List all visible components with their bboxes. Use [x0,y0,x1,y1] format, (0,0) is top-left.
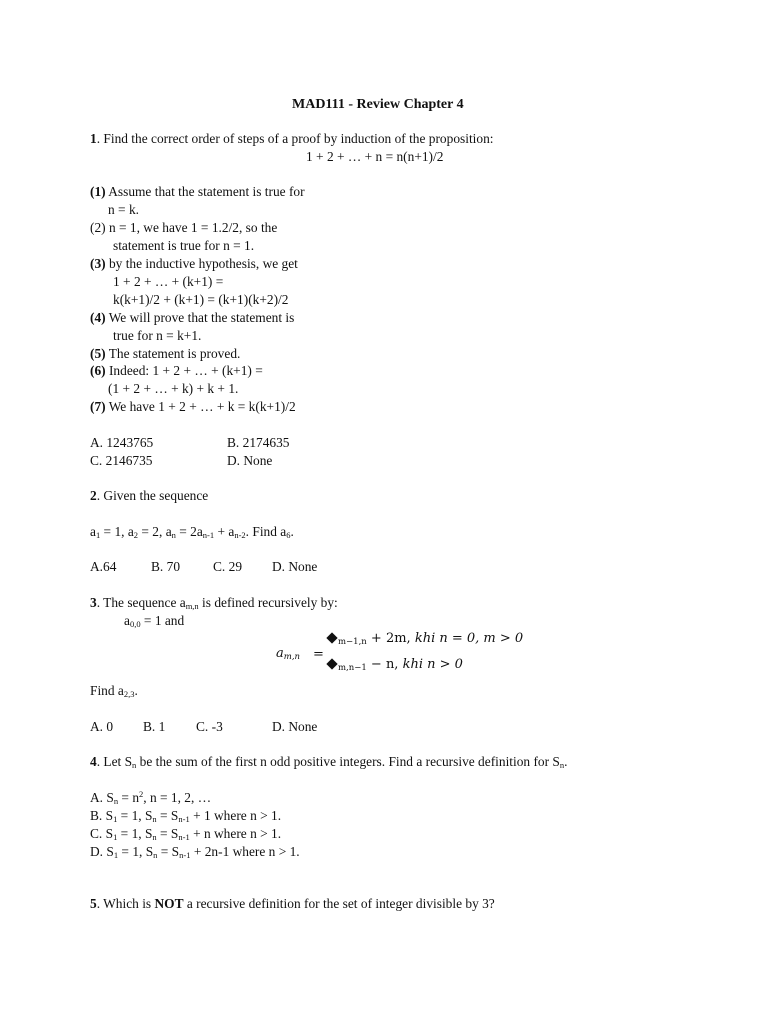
option-c[interactable]: C. 29 [213,559,243,574]
step-3-cont-1: 1 + 2 + … + (k+1) = [113,274,224,289]
step-1: (1) Assume that the statement is true for [90,184,305,199]
question-3-find: Find $a_{2,3}$. [90,683,138,699]
question-1-number: 1 [90,131,97,146]
recursive-formula [276,630,524,680]
formula-lhs: $a_{m,n}$ [276,646,301,662]
option-b[interactable]: B. 1 [143,719,166,734]
brace-glyph-icon [326,632,337,643]
formula-equals: = [313,647,324,662]
option-c[interactable]: C. -3 [196,719,223,734]
option-b[interactable]: B. 2174635 [227,435,290,450]
option-b[interactable]: B. 70 [151,559,181,574]
question-1-prompt [90,130,494,148]
option-a[interactable]: A. 0 [90,719,114,734]
step-1-cont: n = k. [108,202,139,217]
option-d[interactable]: D. $S_1 = 1$, $S_n = S_{n-1} + 2n-1$ where n > 1. [90,844,300,860]
option-a[interactable]: A.64 [90,559,117,574]
option-d[interactable]: D. None [272,559,318,574]
question-1-formula: 1 + 2 + … + n = n(n+1)/2 [306,149,444,164]
step-7: (7) We have 1 + 2 + … + k = k(k+1)/2 [90,399,296,414]
step-6: (6) Indeed: 1 + 2 + … + (k+1) = [90,363,263,378]
step-2-cont: statement is true for n = 1. [113,238,255,253]
option-a[interactable]: A. $S_n = n^2$, n = 1, 2, … [90,789,212,806]
step-6-cont: (1 + 2 + … + k) + k + 1. [108,381,239,396]
option-c[interactable]: C. $S_1 = 1$, $S_n = S_{n-1} + n$ where n > 1. [90,826,282,842]
step-4: (4) We will prove that the statement is [90,310,295,325]
step-3: (3) by the inductive hypothesis, we get [90,256,298,271]
question-1-text: . Find the correct order of steps of a proof by induction of the proposition: [96,131,494,146]
step-4-cont: true for n = k+1. [113,328,202,343]
question-3-initial: $a_{0,0} = 1$ and [124,613,185,629]
option-a[interactable]: A. 1243765 [90,435,154,450]
brace-glyph-icon [326,658,337,669]
question-2-sequence: $a_1 = 1$, $a_2 = 2$, $a_n = 2a_{n-1} + a_{n-2}$. Find $a_6$. [90,524,294,540]
question-2-prompt: 2. Given the sequence [90,488,209,503]
formula-case-2: $_{m,n-1}$ − n, khi n > 0 [328,656,463,674]
step-3-cont-2: k(k+1)/2 + (k+1) = (k+1)(k+2)/2 [113,292,289,307]
question-5-prompt: 5. Which is NOT a recursive definition for the set of integer divisible by 3? [90,896,495,911]
step-2: (2) n = 1, we have 1 = 1.2/2, so the [90,220,278,235]
option-c[interactable]: C. 2146735 [90,453,153,468]
question-3-prompt: 3. The sequence $a_{m,n}$ is defined recursively by: [90,595,338,611]
option-d[interactable]: D. None [272,719,318,734]
formula-case-1: $_{m-1,n}$ + 2m, khi n = 0, m > 0 [328,630,523,648]
option-b[interactable]: B. $S_1 = 1$, $S_n = S_{n-1} + 1$ where n > 1. [90,808,282,824]
page-title: MAD111 - Review Chapter 4 [292,97,464,112]
option-d[interactable]: D. None [227,453,273,468]
question-4-prompt: 4. Let $S_n$ be the sum of the first n odd positive integers. Find a recursive definition for $S_n$. [90,754,568,770]
step-5: (5) The statement is proved. [90,346,241,361]
